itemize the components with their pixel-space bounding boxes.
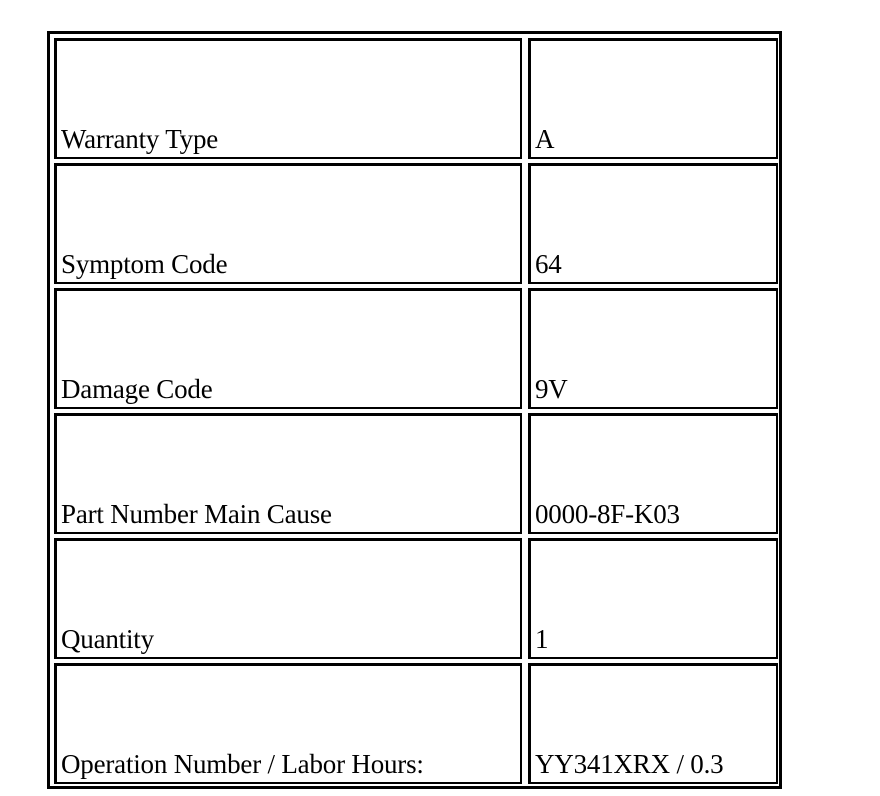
operation-labor-label: Operation Number / Labor Hours: <box>54 663 522 784</box>
table-row <box>54 38 779 159</box>
table-row <box>54 288 779 409</box>
damage-code-value: 9V <box>528 288 778 409</box>
warranty-type-label: Warranty Type <box>54 38 522 159</box>
table-row <box>54 663 779 784</box>
warranty-type-value: A <box>528 38 778 159</box>
table-row <box>54 413 779 534</box>
quantity-label: Quantity <box>54 538 522 659</box>
warranty-table <box>47 31 782 789</box>
quantity-value: 1 <box>528 538 778 659</box>
symptom-code-label: Symptom Code <box>54 163 522 284</box>
part-number-label: Part Number Main Cause <box>54 413 522 534</box>
table-row <box>54 163 779 284</box>
table-row <box>54 538 779 659</box>
damage-code-label: Damage Code <box>54 288 522 409</box>
part-number-value: 0000-8F-K03 <box>528 413 778 534</box>
symptom-code-value: 64 <box>528 163 778 284</box>
operation-labor-value: YY341XRX / 0.3 <box>528 663 778 784</box>
